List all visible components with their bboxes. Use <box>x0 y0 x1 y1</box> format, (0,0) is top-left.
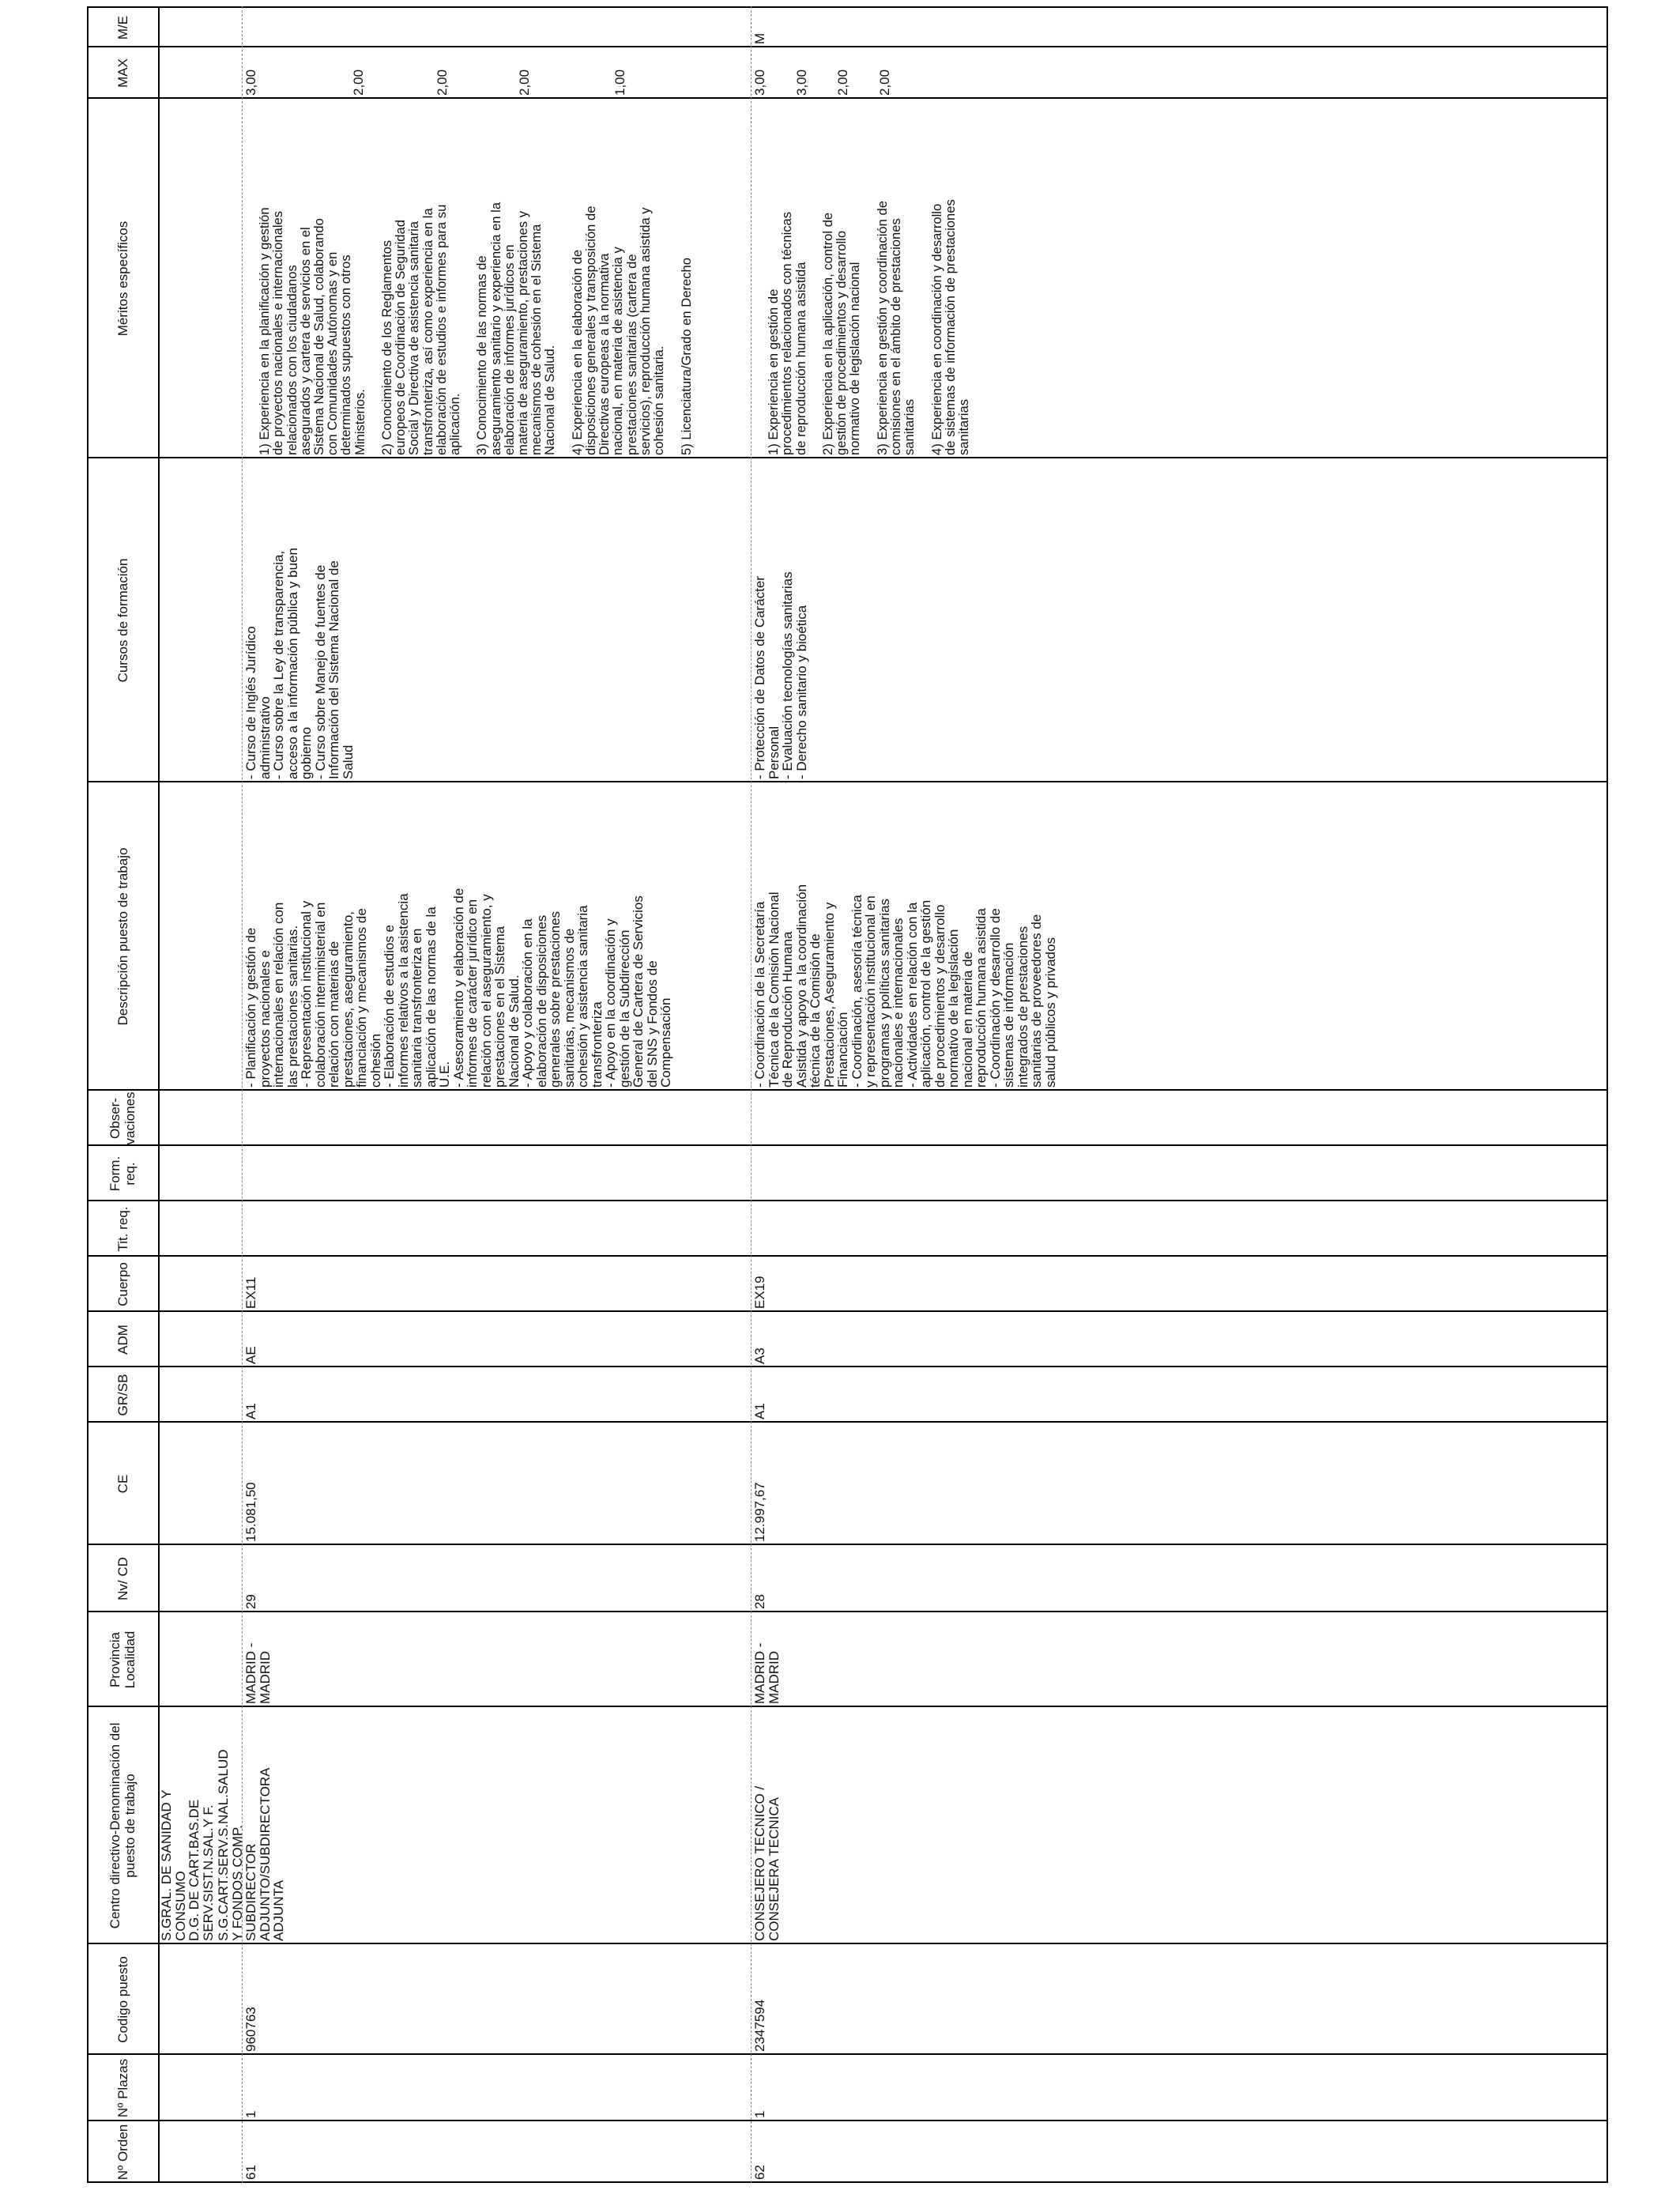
col-line <box>87 1421 1608 1423</box>
col-line <box>87 6 1608 8</box>
col-line <box>87 1255 1608 1257</box>
col-line <box>87 781 1608 782</box>
col-line <box>87 1200 1608 1201</box>
row-61-max-1: 3,00 <box>243 69 258 96</box>
row-62-descripcion: - Coordinación de la Secretaría Técnica de la Comisión Nacional de Reproducción Humana Asistida y apoyo a la coordinación técnica de la Comisión de Prestaciones, Aseguramiento y Financiación - Coordinación, asesoría técnica y representación institucional en programas y políticas sanitarias nacionales e internacionales - Actividades en relación con la aplicación, control de la gestión de procedimientos y desarrollo normativo de la legislación nacional en materia de reproducción humana asistida - Coordinación y desarrollo de sistemas de información integrados de prestaciones sanitarias de proveedores de salud públicos y privados <box>752 884 1058 1088</box>
header-observaciones: Obser-vaciones <box>107 1091 137 1145</box>
col-line <box>87 1943 1608 1944</box>
org-line-2: D.G. DE CART.BAS.DE SERV.SIST.N.SAL.Y F. <box>186 1799 216 1941</box>
merito-item: 1) Experiencia en la planificación y gestión de proyectos nacionales e internacionales relacionados con los ciudadanos asegurados y cartera de servicios en el Sistema Nacional de Salud, colaborando con Comunidades Autónomas y en determinados supuestos con otros Ministerios. <box>257 207 367 455</box>
header-nivel: Nv/ CD <box>115 1557 130 1600</box>
row-62-orden: 62 <box>752 2165 767 2180</box>
col-line <box>87 457 1608 458</box>
row-62-ce: 12.997,67 <box>752 1482 767 1542</box>
row-61-codigo: 960763 <box>243 2007 258 2052</box>
col-line <box>87 1366 1608 1367</box>
merito-item: 5) Licenciatura/Grado en Derecho <box>678 258 694 455</box>
row-61-cuerpo: EX11 <box>243 1276 258 1309</box>
row-62-me: M <box>752 32 767 44</box>
row-62-grupo: A1 <box>752 1403 767 1419</box>
header-orden: Nº Orden <box>115 2124 130 2181</box>
header-cuerpo: Cuerpo <box>115 1262 130 1306</box>
row-61-provincia: MADRID - MADRID <box>243 1642 273 1704</box>
col-line <box>87 97 1608 99</box>
header-grupo: GR/SB <box>115 1374 130 1416</box>
merito-item: 2) Conocimiento de los Reglamentos europeos de Coordinación de Seguridad Social y Directiva de asistencia sanitaria transfronteriza, así como experiencia en la elaboración de estudios e informes para su aplicación. <box>379 204 463 455</box>
row-61-meritos <box>244 100 706 455</box>
header-formacion: Form. req. <box>107 1155 137 1192</box>
col-line <box>87 2053 1608 2055</box>
row-61-nivel: 29 <box>243 1594 258 1609</box>
merito-item: 4) Experiencia en coordinación y desarrollo de sistemas de información de prestaciones sanitarias <box>929 199 972 455</box>
col-line <box>87 2181 1608 2183</box>
header-adm: ADM <box>115 1325 130 1355</box>
rotated-table <box>87 6 1608 2183</box>
row-62-provincia: MADRID - MADRID <box>752 1642 782 1704</box>
row-62-cursos: - Protección de Datos de Carácter Personal - Evaluación tecnologías sanitarias - Derecho sanitario y bioética <box>752 571 809 779</box>
merito-item: 4) Experiencia en la elaboración de disposiciones generales y transposición de Directivas europeas a la normativa nacional, en materia de asistencia y prestaciones sanitarias (cartera de servicios), reproducción humana asistida y cohesión sanitaria. <box>569 205 667 455</box>
org-line-1: S.GRAL. DE SANIDAD Y CONSUMO <box>159 1789 188 1941</box>
row-61-max-5: 1,00 <box>612 69 627 96</box>
col-line <box>87 1089 1608 1091</box>
row-62-max-4: 2,00 <box>877 69 892 96</box>
row-62-max-2: 3,00 <box>794 69 809 96</box>
row-62-max-3: 2,00 <box>835 69 850 96</box>
row-61-max-4: 2,00 <box>517 69 532 96</box>
header-ce: CE <box>115 1474 130 1494</box>
merito-item: 3) Conocimiento de las normas de aseguramiento sanitario y experiencia en la elaboración de informes jurídicos en materia de aseguramiento, prestaciones y mecanismos de cohesión en el Sistema Nacional de Salud. <box>474 202 558 455</box>
row-62-puesto: CONSEJERO TECNICO / CONSEJERA TECNICA <box>752 1785 782 1941</box>
header-titulacion: Tit. req. <box>115 1206 130 1252</box>
merito-item: 3) Experiencia en gestión y coordinación de comisiones en el ámbito de prestaciones sanitarias <box>874 201 917 455</box>
col-line <box>87 1310 1608 1312</box>
row-61-plazas: 1 <box>243 2110 258 2118</box>
row-62-nivel: 28 <box>752 1594 767 1609</box>
header-descripcion: Descripción puesto de trabajo <box>115 847 130 1026</box>
col-line <box>87 2120 1608 2121</box>
header-max: MAX <box>115 58 130 88</box>
header-meritos: Méritos específicos <box>115 221 130 337</box>
row-61-orden: 61 <box>243 2165 258 2180</box>
col-line <box>87 1544 1608 1545</box>
org-line-3: S.G.CART.SERV.S.NAL.SALUD Y FONDOS COMP. <box>216 1749 245 1941</box>
header-cursos: Cursos de formación <box>115 558 130 683</box>
col-line <box>87 1706 1608 1707</box>
row-61-max-2: 2,00 <box>351 69 366 96</box>
header-plazas: Nº Plazas <box>115 2058 130 2118</box>
row-61-cursos: - Curso de Inglés Jurídico administrativo - Curso sobre la Ley de transparencia, acceso a la información pública y buen gobierno - Curso sobre Manejo de fuentes de Información del Sistema Nacional de Salud <box>243 548 356 779</box>
row-62-adm: A3 <box>752 1348 767 1364</box>
header-centro: Centro directivo-Denominación del puesto de trabajo <box>107 1722 137 1929</box>
row-61-puesto: SUBDIRECTOR ADJUNTO/SUBDIRECTORA ADJUNTA <box>243 1767 286 1941</box>
row-62-plazas: 1 <box>752 2110 767 2118</box>
merito-item: 2) Experiencia en la aplicación, control de gestión de procedimientos y desarrollo normativo de legislación nacional <box>820 212 863 455</box>
row-61-grupo: A1 <box>243 1403 258 1419</box>
col-line <box>87 46 1608 47</box>
header-me: M/E <box>115 15 130 40</box>
col-line <box>87 1611 1608 1612</box>
header-provincia: Provincia Localidad <box>107 1630 137 1689</box>
row-61-max-3: 2,00 <box>435 69 450 96</box>
row-62-max-1: 3,00 <box>752 69 767 96</box>
row-62-meritos <box>753 100 984 455</box>
row-62-cuerpo: EX19 <box>752 1276 767 1309</box>
row-61-descripcion: - Planificación y gestión de proyectos nacionales e internacionales en relación con las prestaciones sanitarias. - Representación institucional y colaboración interministerial en relación con materias de prestaciones, aseguramiento, financiación y mecanismos de cohesión - Elaboración de estudios e informes relativos a la asistencia sanitaria transfronteriza en aplicación de las normas de la U.E. - Asesoramiento y elaboración de informes de carácter jurídico en relación con el aseguramiento, y prestaciones en el Sistema Nacional de Salud. - Apoyo y colaboración en la elaboración de disposiciones generales sobre prestaciones sanitarias, mecanismos de cohesión y asistencia sanitaria transfronteriza - Apoyo en la coordinación y gestión de la Subdirección General de Cartera de Servicios del SNS y Fondos de Compensación <box>243 888 673 1088</box>
row-61-ce: 15.081,50 <box>243 1482 258 1542</box>
header-codigo: Codigo puesto <box>115 1956 130 2043</box>
merito-item: 1) Experiencia en gestión de procedimientos relacionados con técnicas de reproducción humana asistida <box>766 211 808 455</box>
col-line <box>87 1144 1608 1146</box>
table-bottom-border <box>1607 6 1608 2183</box>
row-61-adm: AE <box>243 1346 258 1364</box>
row-62-codigo: 2347594 <box>752 1999 767 2052</box>
